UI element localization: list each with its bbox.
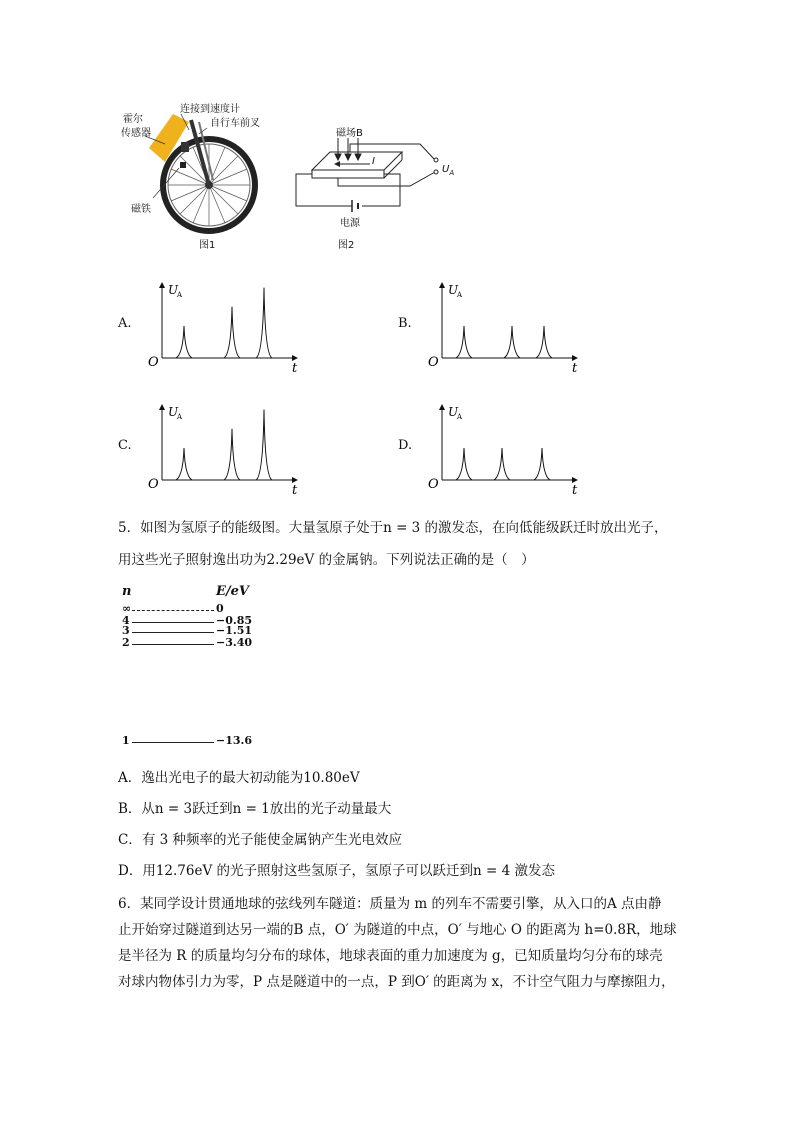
energy-level-diagram <box>118 584 268 754</box>
level-n: 2 <box>122 636 130 649</box>
figure2 <box>290 120 460 250</box>
option-graph-d <box>398 402 578 502</box>
q6-line2: 止开始穿过隧道到达另一端的B 点，O′ 为隧道的中点，O′ 与地心 O 的距离为 h=0.8R，地球 <box>118 922 677 938</box>
label-ua: $U_A$ <box>442 164 455 177</box>
pulse-peak <box>176 326 192 358</box>
option-graph-b <box>398 280 578 380</box>
level-n: ∞ <box>122 602 132 615</box>
y-axis-arrow <box>159 404 165 410</box>
option-label: D. <box>398 438 413 453</box>
y-axis-label: U <box>168 405 179 419</box>
y-axis-label-sub: A <box>457 291 463 299</box>
origin-label: O <box>148 477 159 492</box>
option-label: A. <box>118 316 132 331</box>
q6-line1: 6．某同学设计贯通地球的弦线列车隧道：质量为 m 的列车不需要引擎，从入口的A 点由静 <box>118 896 662 912</box>
energy-head-n: n <box>122 584 132 599</box>
q5-option-a: A．逸出光电子的最大初动能为10.80eV <box>118 770 360 786</box>
hall-circuit-diagram <box>290 120 460 230</box>
origin-label: O <box>148 355 159 370</box>
level-n: 4 <box>122 614 130 627</box>
label-hall: 霍尔 <box>123 114 143 125</box>
label-magnet: 磁铁 <box>131 204 151 215</box>
label-field: 磁场B <box>336 128 363 139</box>
origin-label: O <box>428 477 439 492</box>
q6-line3: 是半径为 R 的质量均匀分布的球体，地球表面的重力加速度为 g，已知质量均匀分布的球壳 <box>118 948 663 964</box>
x-axis-label: t <box>572 361 578 376</box>
level-energy: −13.6 <box>216 734 253 747</box>
x-axis-label: t <box>292 361 298 376</box>
pulse-peak <box>456 326 472 358</box>
ua-time-graph <box>428 280 608 380</box>
pulse-peak <box>536 326 552 358</box>
q5-line2: 用这些光子照射逸出功为2.29eV 的金属钠。下列说法正确的是（ ） <box>118 552 535 568</box>
pulse-peak <box>256 288 272 358</box>
label-sensor: 传感器 <box>121 128 151 139</box>
energy-level-row <box>118 638 268 650</box>
pulse-peak <box>224 307 240 358</box>
option-label: C. <box>118 438 132 453</box>
level-line <box>132 622 214 623</box>
x-axis-label: t <box>572 483 578 498</box>
ua-time-graph <box>148 280 328 380</box>
level-n: 3 <box>122 624 130 637</box>
level-line <box>132 742 214 743</box>
q5-option-c: C．有 3 种频率的光子能使金属钠产生光电效应 <box>118 832 403 848</box>
y-axis-label-sub: A <box>177 291 183 299</box>
y-axis-label: U <box>168 283 179 297</box>
level-n: 1 <box>122 734 130 747</box>
pulse-peak <box>176 448 192 480</box>
level-energy: −3.40 <box>216 636 253 649</box>
y-axis-arrow <box>439 282 445 288</box>
label-connect: 连接到速度计 <box>180 104 240 115</box>
q6-line4: 对球内物体引力为零，P 点是隧道中的一点，P 到O′ 的距离为 x，不计空气阻力与摩擦阻力， <box>118 974 675 990</box>
label-source: 电源 <box>340 218 360 229</box>
label-current: I <box>372 156 375 167</box>
option-label: B. <box>398 316 412 331</box>
level-energy: −1.51 <box>216 624 253 637</box>
level-line <box>132 610 214 611</box>
pulse-peak <box>534 448 550 480</box>
level-energy: −0.85 <box>216 614 253 627</box>
pulse-peak <box>504 326 520 358</box>
y-axis-label: U <box>448 405 459 419</box>
q5-option-b: B．从n = 3跃迁到n = 1放出的光子动量最大 <box>118 801 392 817</box>
pulse-peak <box>494 448 510 480</box>
level-energy: 0 <box>216 602 224 615</box>
y-axis-label-sub: A <box>177 413 183 421</box>
y-axis-label: U <box>448 283 459 297</box>
y-axis-arrow <box>439 404 445 410</box>
origin-label: O <box>428 355 439 370</box>
level-line <box>132 632 214 633</box>
option-graph-c <box>118 402 298 502</box>
pulse-peak <box>224 429 240 480</box>
figure2-caption: 图2 <box>338 240 355 251</box>
y-axis-arrow <box>159 282 165 288</box>
q5-line1: 5．如图为氢原子的能级图。大量氢原子处于n = 3 的激发态，在向低能级跃迁时放出光子， <box>118 520 668 536</box>
pulse-peak <box>456 448 472 480</box>
energy-level-row <box>118 736 268 748</box>
ua-time-graph <box>428 402 608 502</box>
pulse-peak <box>256 410 272 480</box>
y-axis-label-sub: A <box>457 413 463 421</box>
ua-time-graph <box>148 402 328 502</box>
x-axis-label: t <box>292 483 298 498</box>
figure1-caption: 图1 <box>199 240 216 251</box>
option-graph-a <box>118 280 298 380</box>
energy-head-e: E/eV <box>216 584 250 599</box>
figure1 <box>121 100 270 251</box>
label-fork: 自行车前叉 <box>210 118 260 129</box>
q5-option-d: D．用12.76eV 的光子照射这些氢原子，氢原子可以跃迁到n = 4 激发态 <box>118 863 555 879</box>
level-line <box>132 644 214 645</box>
